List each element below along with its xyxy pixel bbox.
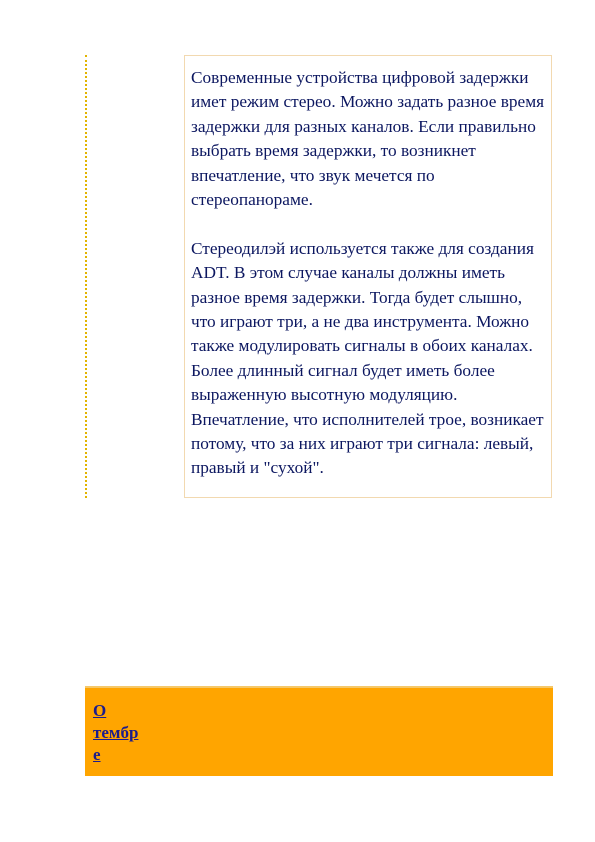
link-line-1: О: [93, 701, 107, 720]
article-text-box: [184, 55, 552, 498]
paragraph-adt: Стереодилэй используется также для создания ADT. В этом случае каналы должны иметь разное время задержки. Тогда будет слышно, что играют три, а не два инструмента. Можно также модулировать сигналы в обоих каналах. Более длинный сигнал будет иметь более выраженную высотную модуляцию. Впечатление, что исполнителей трое, возникает потому, что за них играют три сигнала: левый, правый и "сухой".: [191, 238, 544, 478]
paragraph-stereo-mode: Современные устройства цифровой задержки имет режим стерео. Можно задать разное время задержки для разных каналов. Если правильно выбрать время задержки, то возникнет впечатление, что звук мечется по стереопанораме.: [191, 68, 545, 210]
about-timbre-link[interactable]: [93, 700, 155, 766]
link-line-2: тембр: [93, 723, 139, 742]
dotted-vertical-rule: [85, 55, 87, 498]
link-line-3: е: [93, 745, 101, 764]
footer-nav-bar: [85, 686, 553, 776]
